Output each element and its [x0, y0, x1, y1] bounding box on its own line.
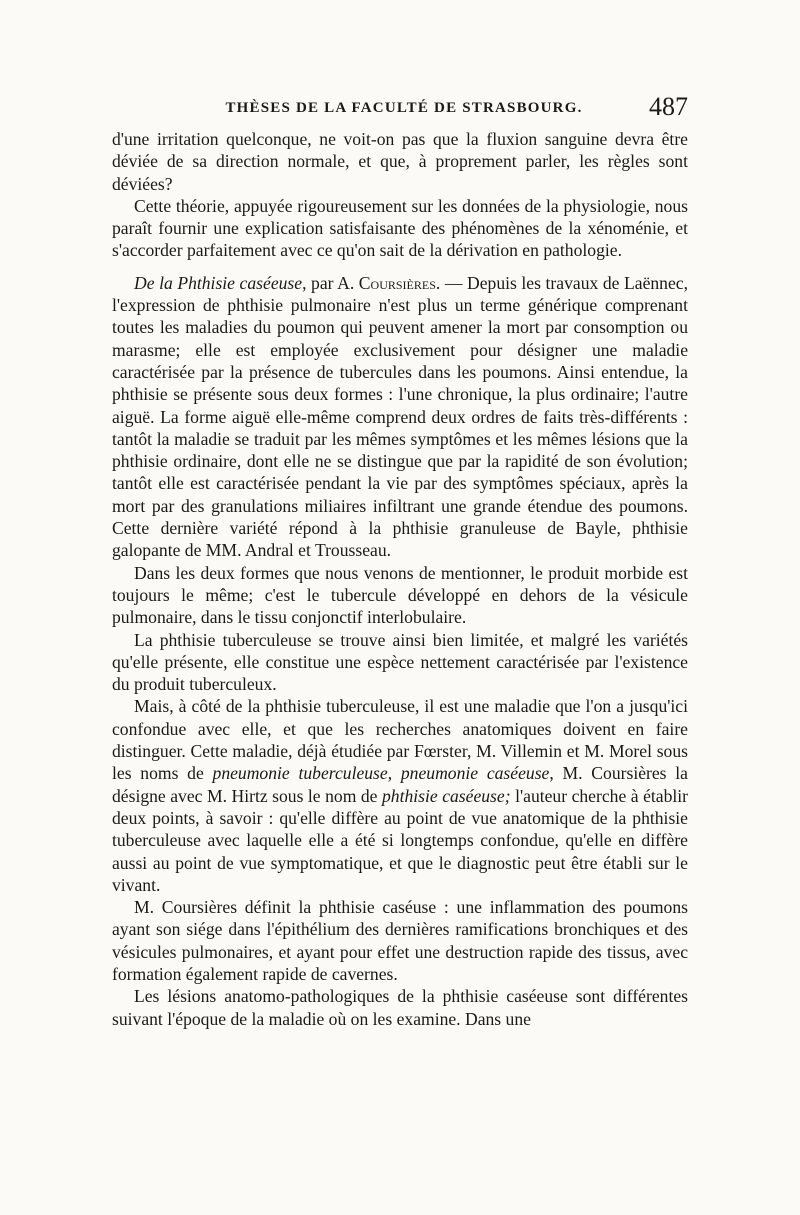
article-title: De la Phthisie caséeuse	[134, 272, 303, 293]
paragraph-text: ,	[387, 763, 401, 784]
page-number: 487	[649, 92, 688, 121]
term-phthisie-caseeuse: phthisie caséeuse;	[381, 785, 511, 806]
running-title: THÈSES DE LA FACULTÉ DE STRASBOURG.	[225, 100, 583, 116]
page-body	[112, 128, 688, 1030]
article-author: Coursières	[358, 272, 436, 293]
article-byline-text: , par A.	[302, 272, 359, 293]
paragraph: Dans les deux formes que nous venons de mentionner, le produit morbide est toujours le même; c'est le tubercule développé en dehors de la vésicule pulmonaire, dans le tissu conjonctif interlobulaire.	[112, 562, 688, 628]
paragraph-text: l'auteur cherche à établir deux points, à savoir : qu'elle diffère au point de vue anatomique de la phthisie tuberculeuse avec laquelle elle a été si longtemps confondue, qu'elle en diffère aussi au point de vue symptomatique, et que le diagnostic peut être établi sur le vivant.	[112, 785, 689, 895]
paragraph: M. Coursières définit la phthisie caséuse : une inflammation des poumons ayant son siége dans l'épithélium des dernières ramifications bronchiques et des vésicules pulmonaires, et ayant pour effet une destruction rapide des tissus, avec formation également rapide de cavernes.	[112, 897, 688, 984]
term-pneumonie-caseeuse: pneumonie caséeuse	[400, 763, 550, 784]
paragraph: Les lésions anatomo-pathologiques de la phthisie caséeuse sont différentes suivant l'époque de la maladie où on les examine. Dans une	[112, 986, 688, 1029]
paragraph-text: , M. Coursières la désigne avec M. Hirtz sous le nom de	[112, 763, 688, 806]
term-pneumonie-tuberculeuse: pneumonie tuberculeuse	[212, 763, 388, 784]
article-intro-text: . — Depuis les travaux de Laënnec, l'expression de phthisie pulmonaire n'est plus un terme générique comprenant toutes les maladies du poumon qui peuvent amener la mort par consomption ou marasme; elle est employée exclusivement pour désigner une maladie caractérisée par la présence de tubercules dans les poumons. Ainsi entendue, la phthisie se présente sous deux formes : l'une chronique, la plus ordinaire; l'autre aiguë. La forme aiguë elle-même comprend deux ordres de faits très-différents : tantôt la maladie se traduit par les mêmes symptômes et les mêmes lésions que la phthisie ordinaire, dont elle ne se distingue que par la rapidité de son évolution; tantôt elle est caractérisée pendant la vie par des symptômes spéciaux, après la mort par des granulations miliaires infiltrant une grande étendue des poumons. Cette dernière variété répond à la phthisie granuleuse de Bayle, phthisie galopante de MM. Andral et Trousseau.	[112, 272, 688, 561]
paragraph: d'une irritation quelconque, ne voit-on pas que la fluxion sanguine devra être déviée de sa direction normale, et que, à proprement parler, les règles sont déviées?	[112, 129, 688, 194]
paragraph: La phthisie tuberculeuse se trouve ainsi bien limitée, et malgré les variétés qu'elle présente, elle constitue une espèce nettement caractérisée par l'existence du produit tuberculeux.	[112, 629, 688, 695]
paragraph-text: Mais, à côté de la phthisie tuberculeuse, il est une maladie que l'on a jusqu'ici confondue avec elle, et que les recherches anatomiques doivent en faire distinguer. Cette maladie, déjà étudiée par Fœrster, M. Villemin et M. Morel sous les noms de	[112, 696, 688, 784]
paragraph: Cette théorie, appuyée rigoureusement sur les données de la physiologie, nous paraît fournir une explication satisfaisante des phénomènes de la xénoménie, et s'accorder parfaitement avec ce qu'on sait de la dérivation en pathologie.	[112, 195, 688, 261]
page-header	[112, 92, 688, 126]
article-intro-paragraph	[112, 272, 688, 562]
paragraph	[112, 695, 688, 896]
